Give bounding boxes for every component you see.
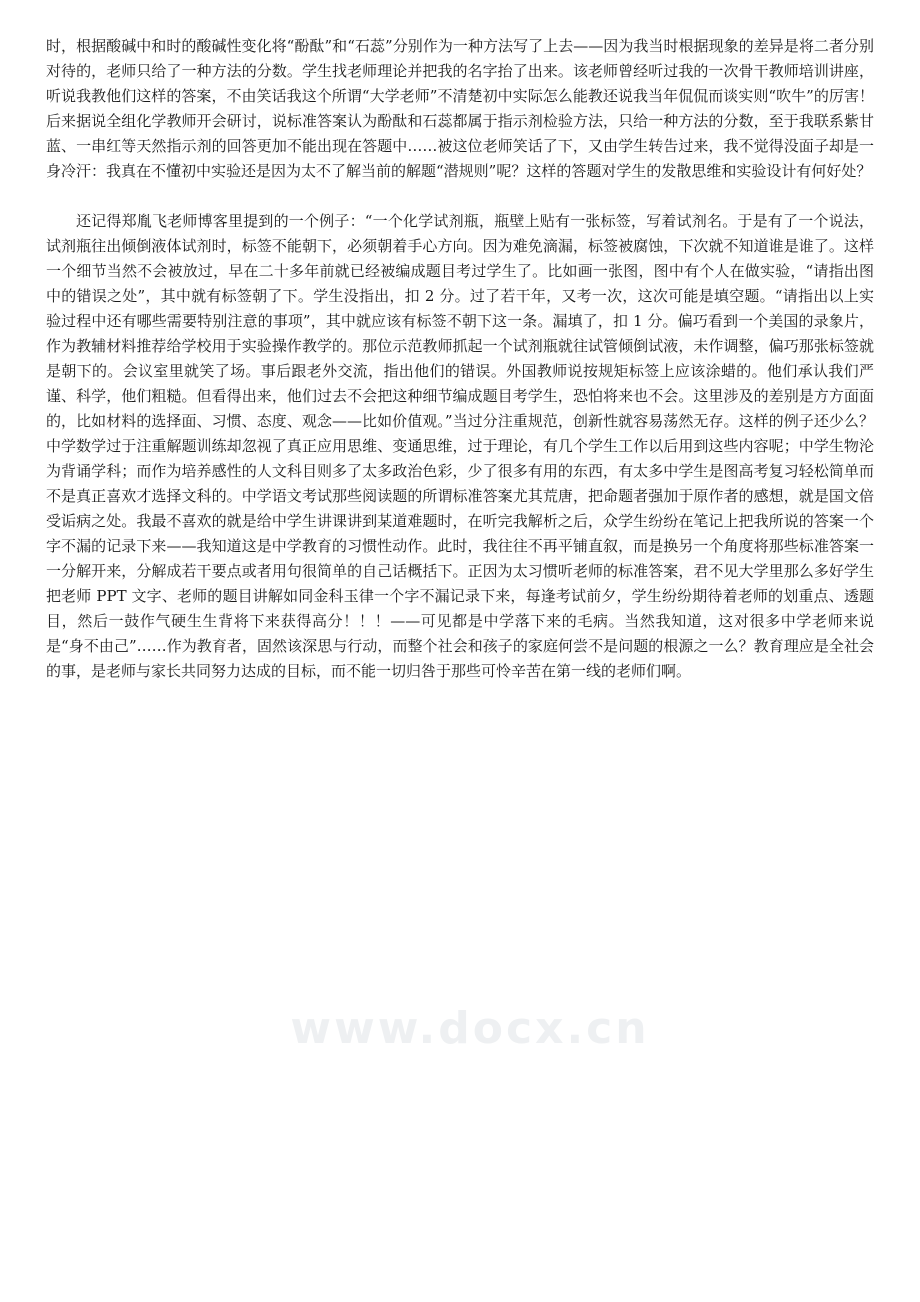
watermark-text: www.docx.cn <box>290 1002 650 1054</box>
paragraph-gap <box>46 184 874 209</box>
paragraph-main: 还记得郑胤飞老师博客里提到的一个例子：“一个化学试剂瓶，瓶壁上贴有一张标签，写着试剂名。于是有了一个说法，试剂瓶往出倾倒液体试剂时，标签不能朝下，必须朝着手心方向。因为难免滴漏，标签被腐蚀，下次就不知道谁是谁了。这样一个细节当然不会被放过，早在二十多年前就已经被编成题目考过学生了。比如画一张图，图中有个人在做实验，“请指出图中的错误之处”，其中就有标签朝了下。学生没指出，扣 2 分。过了若干年，又考一次，这次可能是填空题。“请指出以上实验过程中还有哪些需要特别注意的事项”，其中就应该有标签不朝下这一条。漏填了，扣 1 分。偏巧看到一个美国的录象片，作为教辅材料推荐给学校用于实验操作教学的。那位示范教师抓起一个试剂瓶就往试管倾倒试液，未作调整，偏巧那张标签就是朝下的。会议室里就笑了场。事后跟老外交流，指出他们的错误。外国教师说按规矩标签上应该涂蜡的。他们承认我们严谨、科学，他们粗糙。但看得出来，他们过去不会把这种细节编成题目考学生，恐怕将来也不会。这里涉及的差别是方方面面的，比如材料的选择面、习惯、态度、观念——比如价值观。”当过分注重规范，创新性就容易荡然无存。这样的例子还少么？中学数学过于注重解题训练却忽视了真正应用思维、变通思维，过于理论，有几个学生工作以后用到这些内容呢；中学生物沦为背诵学科；而作为培养感性的人文科目则多了太多政治色彩，少了很多有用的东西，有太多中学生是图高考复习轻松简单而不是真正喜欢才选择文科的。中学语文考试那些阅读题的所谓标准答案尤其荒唐，把命题者强加于原作者的感想，就是国文倍受诟病之处。我最不喜欢的就是给中学生讲课讲到某道难题时，在听完我解析之后，众学生纷纷在笔记上把我所说的答案一个字不漏的记录下来——我知道这是中学教育的习惯性动作。此时，我往往不再平铺直叙，而是换另一个角度将那些标准答案一一分解开来，分解成若干要点或者用句很简单的自己话概括下。正因为太习惯听老师的标准答案，君不见大学里那么多好学生把老师 PPT 文字、老师的题目讲解如同金科玉律一个字不漏记录下来，每逢考试前夕，学生纷纷期待着老师的划重点、透题目，然后一鼓作气硬生生背将下来获得高分！！！——可见都是中学落下来的毛病。当然我知道，这对很多中学老师来说是“身不由己”……作为教育者，固然该深思与行动，而整个社会和孩子的家庭何尝不是问题的根源之一么？教育理应是全社会的事，是老师与家长共同努力达成的目标，而不能一切归咎于那些可怜辛苦在第一线的老师们啊。 <box>46 212 874 680</box>
document-page <box>46 34 874 684</box>
paragraph-continuation: 时，根据酸碱中和时的酸碱性变化将“酚酞”和“石蕊”分别作为一种方法写了上去——因为我当时根据现象的差异是将二者分别对待的，老师只给了一种方法的分数。学生找老师理论并把我的名字抬了出来。该老师曾经听过我的一次骨干教师培训讲座，听说我教他们这样的答案，不由笑话我这个所谓“大学老师”不清楚初中实际怎么能教还说我当年侃侃而谈实则“吹牛”的厉害！后来据说全组化学教师开会研讨，说标准答案认为酚酞和石蕊都属于指示剂检验方法，只给一种方法的分数，至于我联系紫甘蓝、一串红等天然指示剂的回答更加不能出现在答题中……被这位老师笑话了下，又由学生转告过来，我不觉得没面子却是一身冷汗：我真在不懂初中实验还是因为太不了解当前的解题“潜规则”呢？这样的答题对学生的发散思维和实验设计有何好处？ <box>46 37 874 180</box>
